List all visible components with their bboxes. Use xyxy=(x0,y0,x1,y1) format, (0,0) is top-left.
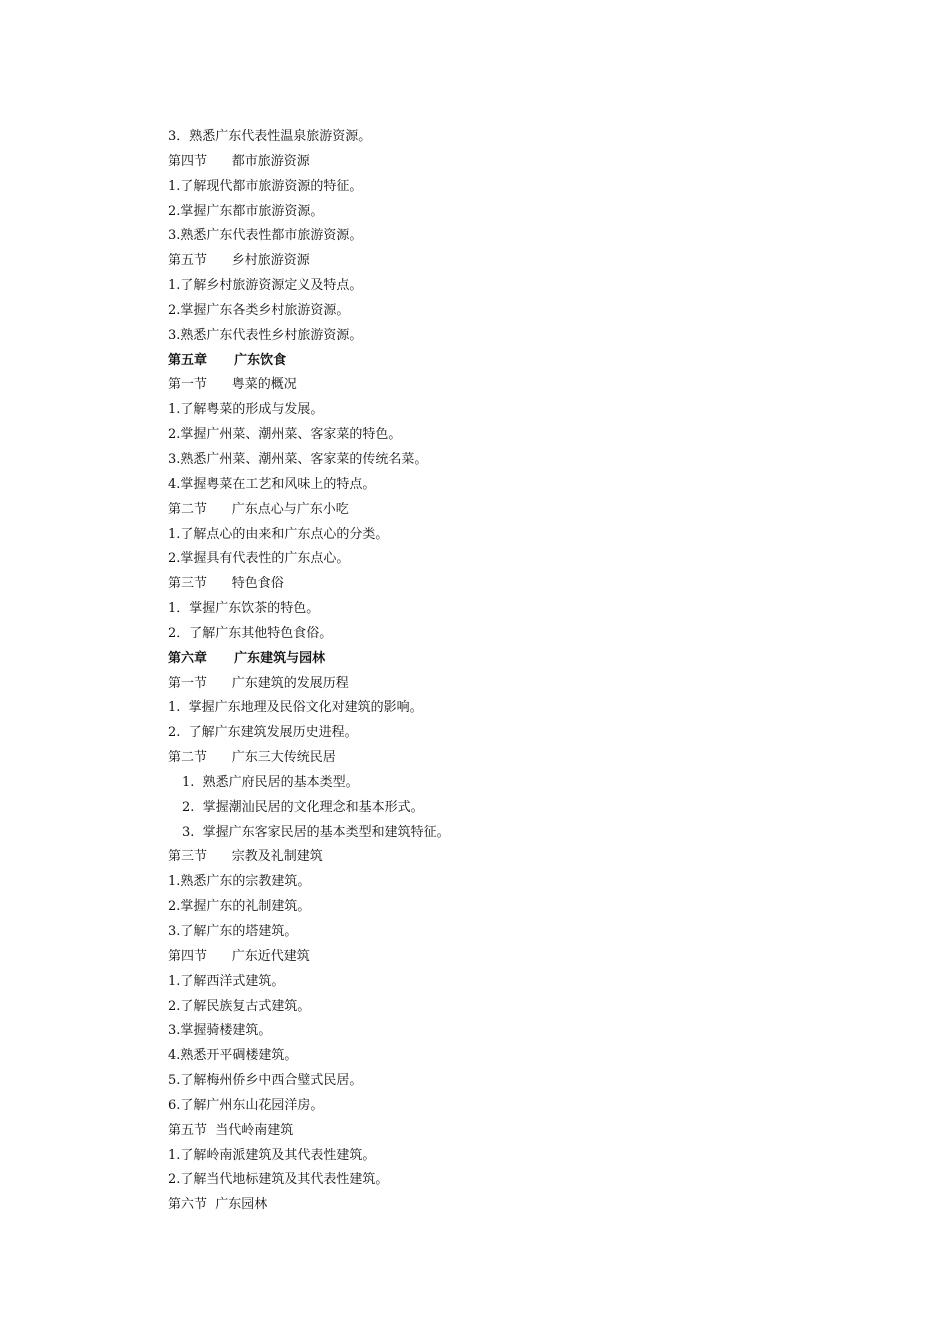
list-item: 2.掌握广东各类乡村旅游资源。 xyxy=(168,302,350,318)
list-item: 1.了解乡村旅游资源定义及特点。 xyxy=(168,278,363,294)
list-item: 6.了解广州东山花园洋房。 xyxy=(168,1097,324,1113)
list-item: 2. 了解广东建筑发展历史进程。 xyxy=(168,725,358,741)
list-item: 1.了解现代都市旅游资源的特征。 xyxy=(168,178,363,194)
list-item: 1.了解粤菜的形成与发展。 xyxy=(168,402,324,418)
list-item: 2.掌握广东的礼制建筑。 xyxy=(168,899,311,915)
list-item: 2.掌握具有代表性的广东点心。 xyxy=(168,551,350,567)
chapter-heading: 第六章 广东建筑与园林 xyxy=(168,650,326,666)
list-item: 1．掌握广东饮茶的特色。 xyxy=(168,601,320,617)
list-item: 1.了解点心的由来和广东点心的分类。 xyxy=(168,526,389,542)
section-heading: 第一节 粤菜的概况 xyxy=(168,377,297,393)
section-heading: 第五节 当代岭南建筑 xyxy=(168,1122,294,1138)
list-item: 1. 掌握广东地理及民俗文化对建筑的影响。 xyxy=(168,700,423,716)
section-heading: 第四节 都市旅游资源 xyxy=(168,153,310,169)
list-item: 3. 掌握广东客家民居的基本类型和建筑特征。 xyxy=(182,824,450,840)
list-item: 2.掌握广州菜、潮州菜、客家菜的特色。 xyxy=(168,427,402,443)
list-item: 1.了解岭南派建筑及其代表性建筑。 xyxy=(168,1147,376,1163)
list-item: 3．熟悉广东代表性温泉旅游资源。 xyxy=(168,129,372,144)
chapter-heading: 第五章 广东饮食 xyxy=(168,352,287,368)
list-item: 4.熟悉开平碉楼建筑。 xyxy=(168,1048,298,1064)
document-body xyxy=(168,125,868,1218)
list-item: 2.了解民族复古式建筑。 xyxy=(168,998,311,1014)
section-heading: 第四节 广东近代建筑 xyxy=(168,948,310,964)
section-heading: 第一节 广东建筑的发展历程 xyxy=(168,675,349,691)
list-item: 5.了解梅州侨乡中西合璧式民居。 xyxy=(168,1073,363,1089)
list-item: 2. 掌握潮汕民居的文化理念和基本形式。 xyxy=(182,799,424,815)
list-item: 3.熟悉广州菜、潮州菜、客家菜的传统名菜。 xyxy=(168,451,428,467)
list-item: 1.熟悉广东的宗教建筑。 xyxy=(168,874,311,890)
list-item: 4.掌握粤菜在工艺和风味上的特点。 xyxy=(168,476,376,492)
list-item: 1. 熟悉广府民居的基本类型。 xyxy=(182,774,359,790)
list-item: 2.了解当代地标建筑及其代表性建筑。 xyxy=(168,1172,389,1188)
section-heading: 第二节 广东三大传统民居 xyxy=(168,750,336,766)
section-heading: 第三节 特色食俗 xyxy=(168,576,284,592)
list-item: 2.掌握广东都市旅游资源。 xyxy=(168,203,324,219)
section-heading: 第六节 广东园林 xyxy=(168,1197,268,1213)
list-item: 2．了解广东其他特色食俗。 xyxy=(168,625,333,641)
section-heading: 第三节 宗教及礼制建筑 xyxy=(168,849,323,865)
section-heading: 第二节 广东点心与广东小吃 xyxy=(168,501,349,517)
list-item: 3.熟悉广东代表性都市旅游资源。 xyxy=(168,228,363,244)
section-heading: 第五节 乡村旅游资源 xyxy=(168,253,310,269)
list-item: 3.了解广东的塔建筑。 xyxy=(168,924,298,939)
list-item: 1.了解西洋式建筑。 xyxy=(168,973,285,989)
list-item: 3.熟悉广东代表性乡村旅游资源。 xyxy=(168,327,363,343)
list-item: 3.掌握骑楼建筑。 xyxy=(168,1023,272,1039)
